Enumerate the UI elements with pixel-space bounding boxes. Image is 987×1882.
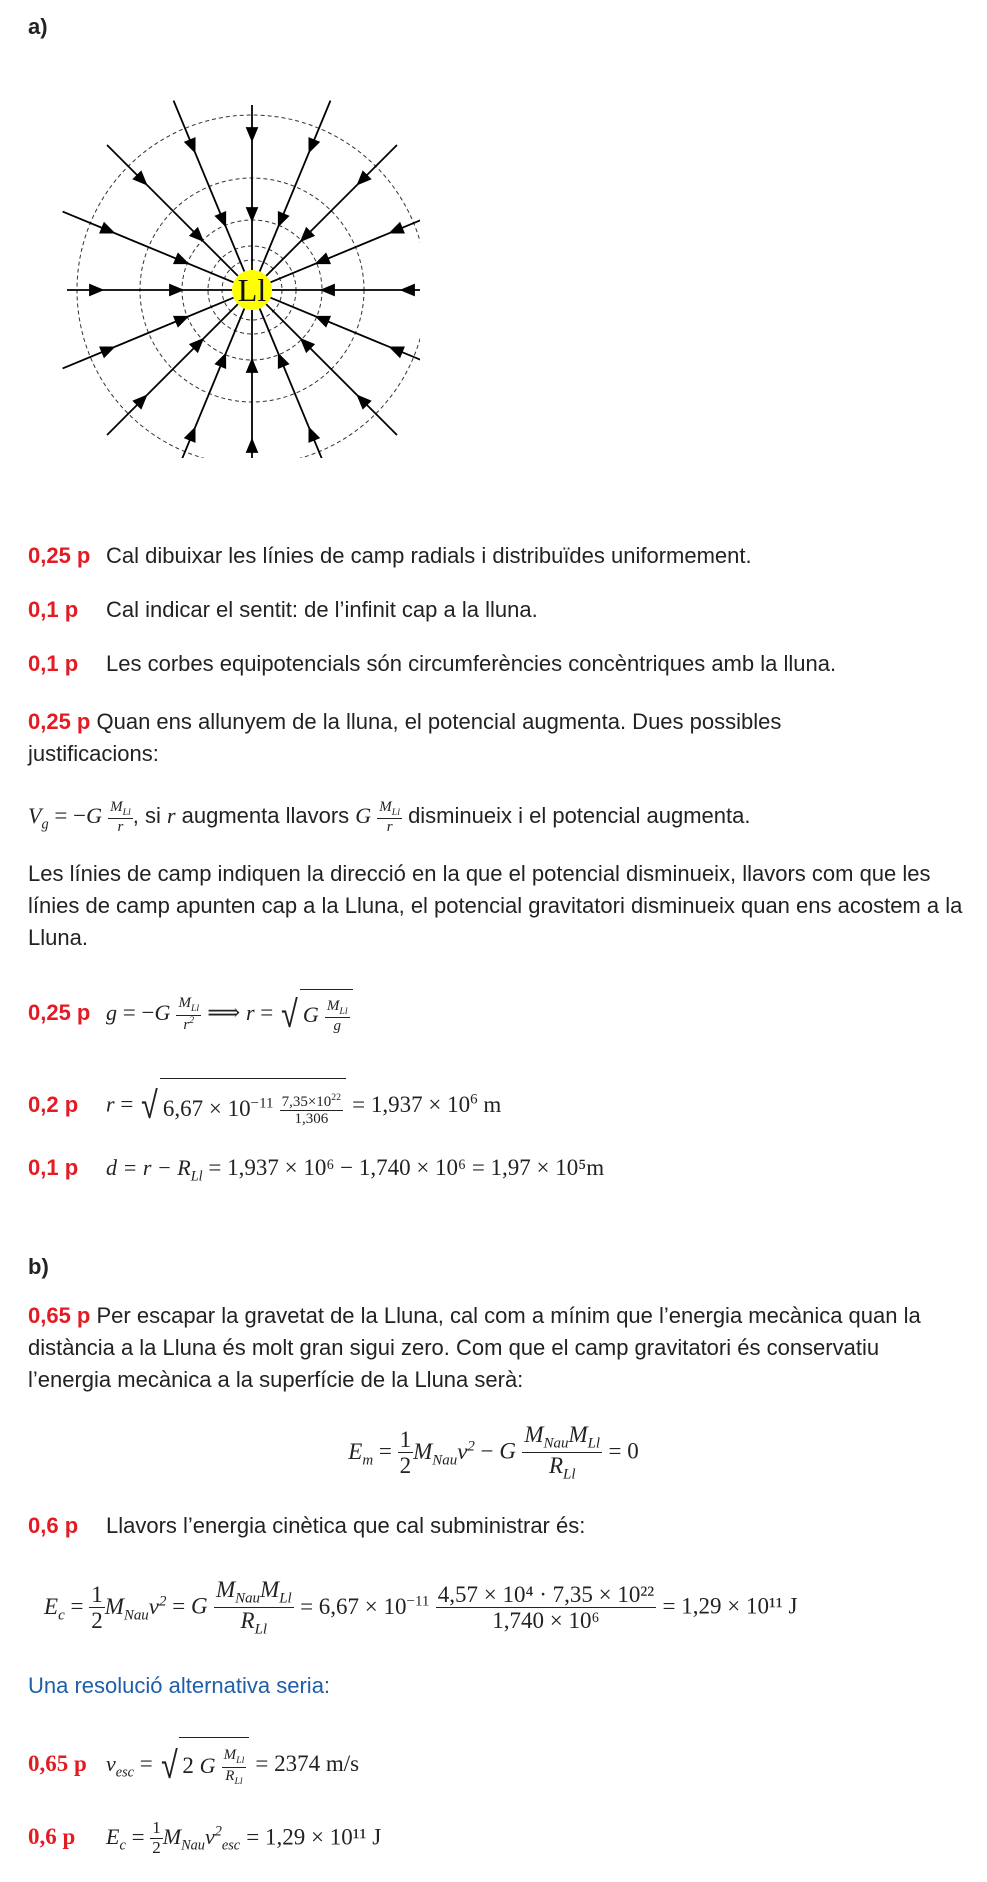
eq-g-line: 0,25 p g = −G $\frac{M_{Ll}}{r^2}$ ⟹ r = √ G $\frac{M_{Ll}}{g}$ — [28, 988, 353, 1040]
eq-r-points: 0,2 p — [28, 1091, 79, 1117]
arrowhead — [174, 254, 187, 263]
item-1-points: 0,25 p — [28, 543, 91, 568]
arrowhead — [247, 440, 257, 452]
arrowhead — [100, 223, 113, 232]
arrowhead — [279, 212, 288, 225]
b-kinetic-text: Llavors l’energia cinètica que cal subministrar és: — [106, 1513, 586, 1538]
field-line — [260, 308, 331, 458]
item-2-points: 0,1 p — [28, 597, 79, 622]
kinetic-den: 1,740 × 10⁶ — [492, 1608, 600, 1634]
justification-line: $V_g = -G$ $\frac{M_{Ll}}{r}$ , si r augmenta llavors G $\frac{M_{Ll}}{r}$ disminueix i el potencial augmenta. — [28, 798, 751, 836]
arrowhead — [309, 138, 318, 151]
b-kinetic-line — [28, 1510, 585, 1542]
justification-var-r: r — [166, 803, 176, 828]
alt-e-line: 0,6 p $E_c$ = $\frac{1}{2}$ $M_{Nau}v^2_{esc} = 1,29 \times 10^{11}$ J — [28, 1818, 382, 1858]
moon-label: Ll — [237, 272, 267, 308]
arrowhead — [100, 347, 113, 356]
item-4-text: Quan ens allunyem de la lluna, el potencial augmenta. Dues possibles justificacions: — [28, 709, 782, 766]
field-line — [270, 212, 420, 283]
arrowhead — [90, 285, 102, 295]
arrowhead — [309, 429, 318, 442]
arrowhead — [247, 360, 257, 372]
alt-v-result: = 2374 m/s — [255, 1751, 360, 1776]
arrowhead — [279, 355, 288, 368]
eq-d-text: d = r − R — [106, 1155, 191, 1180]
alt-v-line: 0,65 p $v_{esc}$ = √ 2 G $\frac{M_{Ll}}{R_{Ll}}$ = 2374 m/s — [28, 1736, 359, 1800]
kinetic-num: 4,57 × 10⁴ · 7,35 × 10²² — [437, 1581, 655, 1607]
arrowhead — [317, 254, 330, 263]
justification-part1: , si — [132, 803, 167, 828]
b-kinetic-points: 0,6 p — [28, 1513, 79, 1538]
arrowhead — [247, 128, 257, 140]
b-paragraph — [28, 1300, 968, 1396]
item-2-text: Cal indicar el sentit: de l’infinit cap a la lluna. — [106, 597, 538, 622]
b-paragraph-points: 0,65 p — [28, 1303, 91, 1328]
kinetic-result: = 1,29 × 10¹¹ J — [662, 1593, 798, 1619]
item-4-points: 0,25 p — [28, 709, 91, 734]
eq-d-result: = 1,937 × 10⁶ − 1,740 × 10⁶ = 1,97 × 10⁵m — [202, 1155, 605, 1180]
eq-d-line: 0,1 p $d = r - R_{Ll} = 1,937 \times 10^6 - 1,740 \times 10^6 = 1,97 \times 10^5m$ — [28, 1152, 604, 1192]
arrowhead — [170, 285, 182, 295]
field-line — [270, 298, 420, 369]
justification-part2: augmenta llavors — [175, 803, 356, 828]
alt-e-points: 0,6 p — [28, 1824, 76, 1850]
eq-r-line: 0,2 p r = √ $6,67 \times 10^{-11}$ $\frac{7,35\times 10^{22}}{1,306}$ = $1,937 \times 10^6$ m — [28, 1074, 501, 1134]
item-1 — [28, 540, 752, 572]
arrowhead — [317, 317, 330, 326]
kinetic-equation: $E_c$ = $\frac{1}{2}$ $M_{Nau}v^2 = G$ $\frac{M_{Nau}M_{Ll}}{R_{Ll}}$ = $6,67 \times 10^{-11}$ $\frac{\text{4,57 × 10⁴ · 7,35 × 10²²}}{\text{1,740 × 10⁶}}$ = 1,29 × 10¹¹ J — [44, 1577, 798, 1638]
field-paragraph: Les línies de camp indiquen la direcció en la que el potencial disminueix, llavors com que les línies de camp apunten cap a la Lluna, el potencial gravitatori disminueix quan ens acostem a la Lluna. — [28, 861, 963, 950]
arrowhead — [322, 285, 334, 295]
alt-e-result: = 1,29 × 10¹¹ J — [246, 1824, 382, 1850]
arrowhead — [391, 347, 404, 356]
arrowhead — [402, 285, 414, 295]
arrowhead — [216, 212, 225, 225]
arrowhead — [391, 223, 404, 232]
eq-r-den: 1,306 — [294, 1111, 329, 1128]
item-3 — [28, 648, 836, 680]
arrowhead — [174, 317, 187, 326]
section-b-label: b) — [28, 1254, 49, 1279]
arrowhead — [247, 208, 257, 220]
justification-part3: disminueix i el potencial augmenta. — [408, 803, 751, 828]
b-paragraph-text: Per escapar la gravetat de la Lluna, cal com a mínim que l’energia mecànica quan la distància a la Lluna és molt gran sigui zero. Com que el camp gravitatori és conservatiu l’energia mecànica a la superfície de la Lluna serà: — [28, 1303, 921, 1392]
item-2 — [28, 594, 538, 626]
field-diagram — [20, 58, 420, 458]
item-3-text: Les corbes equipotencials són circumferències concèntriques amb la lluna. — [106, 651, 837, 676]
eq-g-points: 0,25 p — [28, 1000, 91, 1025]
field-line — [174, 308, 245, 458]
eq-r-result: = 1,937 × 10 — [352, 1091, 471, 1117]
eq-d-points: 0,1 p — [28, 1155, 79, 1180]
energy-equation: $E_m$ = $\frac{1}{2}$ $M_{Nau}v^2 - G$ $\frac{M_{Nau}M_{Ll}}{R_{Ll}}$ = 0 — [348, 1422, 639, 1483]
item-4 — [28, 706, 908, 770]
eq-r-num: 7,35×10 — [281, 1093, 332, 1110]
arrowhead — [216, 355, 225, 368]
arrowhead — [185, 138, 194, 151]
alt-v-points: 0,65 p — [28, 1751, 87, 1776]
arrowhead — [185, 429, 194, 442]
item-1-text: Cal dibuixar les línies de camp radials i distribuïdes uniformement. — [106, 543, 752, 568]
alternative-heading: Una resolució alternativa seria: — [28, 1673, 331, 1698]
section-a-label: a) — [28, 14, 48, 39]
item-3-points: 0,1 p — [28, 651, 79, 676]
